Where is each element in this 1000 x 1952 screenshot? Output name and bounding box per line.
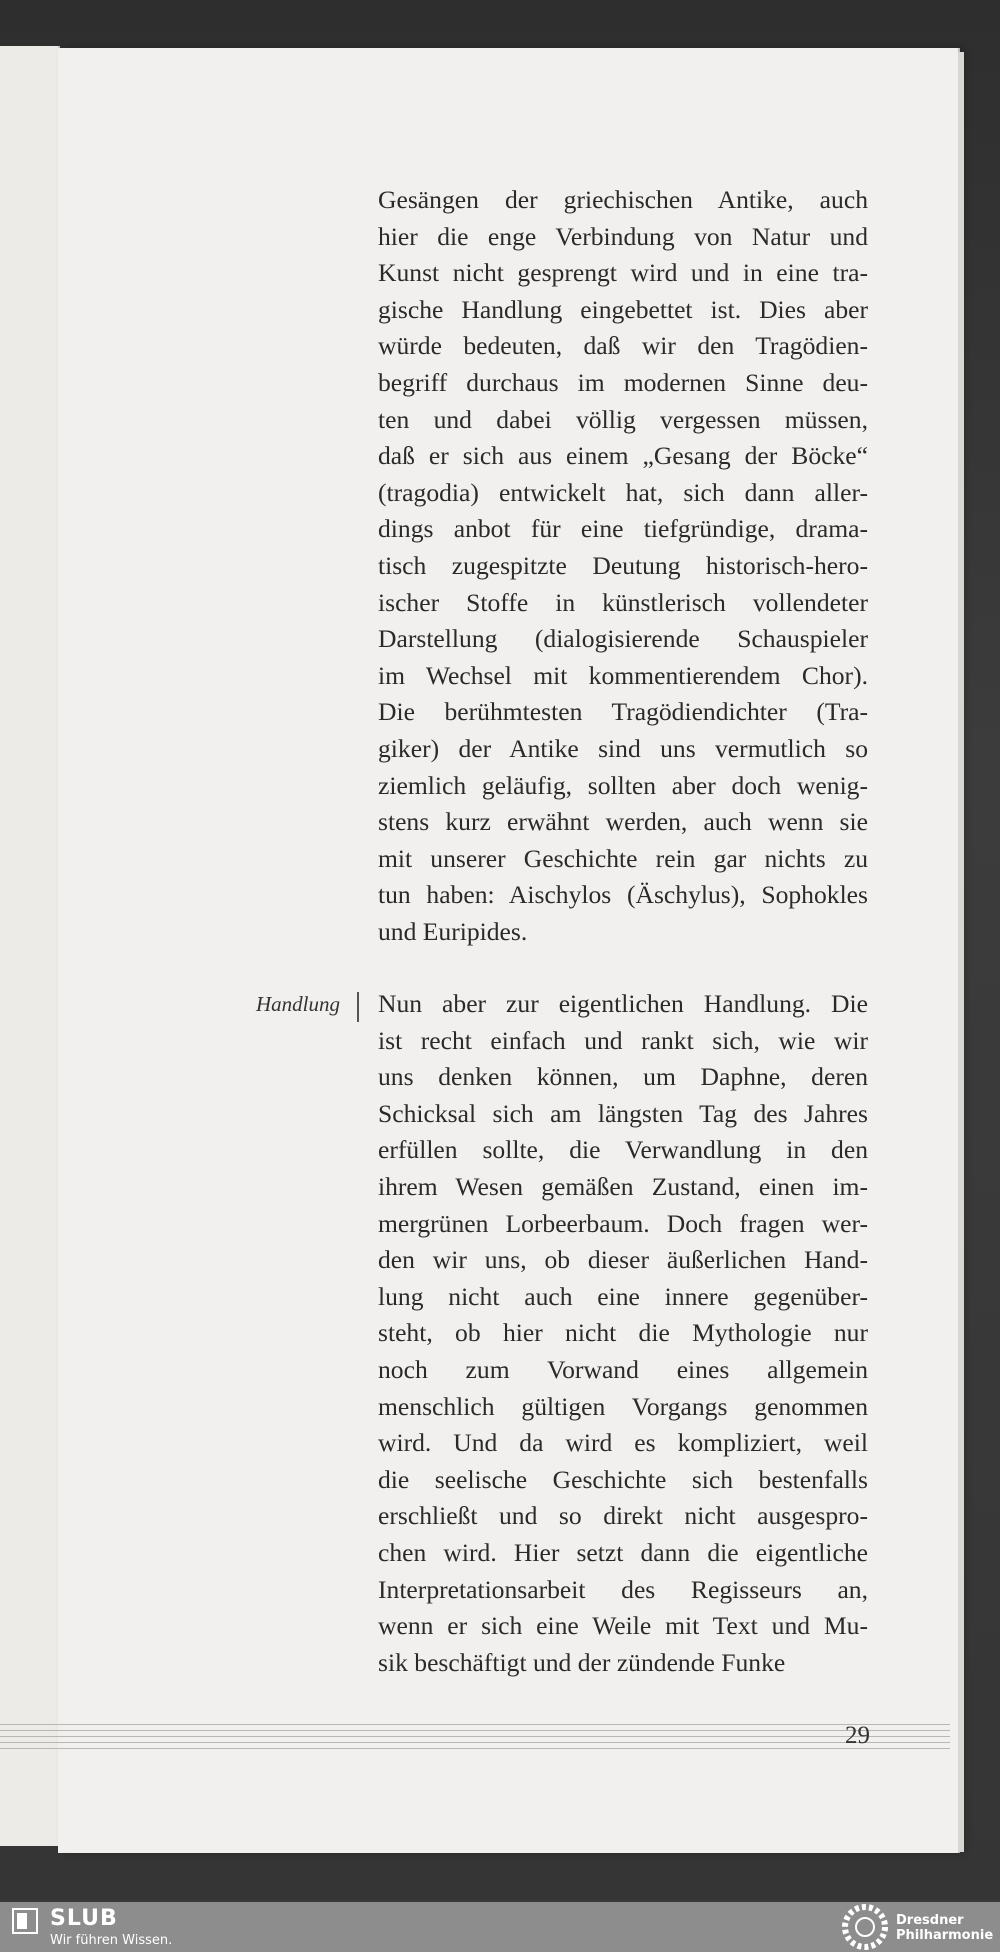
text-line: mit unserer Geschichte rein gar nichts zu [378, 843, 868, 873]
text-line: gische Handlung eingebettet ist. Dies aber [378, 294, 868, 324]
text-line: begriff durchaus im modernen Sinne deu- [378, 367, 868, 397]
text-line: hier die enge Verbindung von Natur und [378, 221, 868, 251]
page-number: 29 [845, 1722, 870, 1749]
text-line: dings anbot für eine tiefgründige, drama- [378, 514, 868, 544]
facing-page-edge [0, 46, 60, 1846]
paragraph-1 [378, 182, 868, 950]
text-line: mergrünen Lorbeerbaum. Doch fragen wer- [378, 1208, 868, 1238]
text-line: Die berühmtesten Tragödiendichter (Tra- [378, 697, 868, 727]
text-line: ischer Stoffe in künstlerisch vollendeter [378, 587, 868, 617]
text-line: Gesängen der griechischen Antike, auch [378, 185, 868, 214]
text-line: wenn er sich eine Weile mit Text und Mu- [378, 1611, 868, 1641]
music-staff-decoration [0, 1722, 950, 1762]
text-line: chen wird. Hier setzt dann die eigentliche [378, 1537, 868, 1567]
text-line: die seelische Geschichte sich bestenfalls [378, 1464, 868, 1494]
text-line: erfüllen sollte, die Verwandlung in den [378, 1135, 868, 1165]
text-line: wird. Und da wird es kompliziert, weil [378, 1428, 868, 1458]
partner-name-line2: Philharmonie [896, 1928, 994, 1943]
text-line: Schicksal sich am längsten Tag des Jahres [378, 1098, 868, 1128]
text-line: würde bedeuten, daß wir den Tragödien- [378, 331, 868, 361]
slub-logo-icon [12, 1908, 38, 1934]
text-line: und Euripides. [378, 916, 528, 946]
text-line: uns denken können, um Daphne, deren [378, 1062, 868, 1092]
paragraph-2 [378, 986, 868, 1681]
text-line: den wir uns, ob dieser äußerlichen Hand- [378, 1245, 868, 1275]
partner-name-line1: Dresdner [896, 1913, 964, 1928]
footer-bar [0, 1902, 1000, 1952]
text-line: im Wechsel mit kommentierendem Chor). [378, 660, 868, 690]
text-line: tisch zugespitzte Deutung historisch-hero- [378, 550, 868, 580]
text-line: Darstellung (dialogisierende Schauspieler [378, 624, 868, 654]
text-line: sik beschäftigt und der zündende Funke [378, 1647, 786, 1677]
text-line: Nun aber zur eigentlichen Handlung. Die [378, 989, 868, 1018]
library-name: SLUB [50, 1906, 118, 1931]
text-line: menschlich gültigen Vorgangs genommen [378, 1391, 868, 1421]
text-line: steht, ob hier nicht die Mythologie nur [378, 1318, 868, 1348]
library-tagline: Wir führen Wissen. [50, 1933, 173, 1948]
text-line: ist recht einfach und rankt sich, wie wir [378, 1025, 868, 1055]
text-line: erschließt und so direkt nicht ausgespro- [378, 1501, 868, 1531]
text-line: ten und dabei völlig vergessen müssen, [378, 404, 868, 434]
text-line: lung nicht auch eine innere gegenüber- [378, 1281, 868, 1311]
philharmonie-logo-icon [840, 1904, 890, 1950]
margin-note: Handlung [256, 992, 340, 1016]
page-edge [958, 52, 964, 1852]
partner-name [896, 1913, 993, 1943]
text-line: giker) der Antike sind uns vermutlich so [378, 733, 868, 763]
text-line: tun haben: Aischylos (Äschylus), Sophokles [378, 880, 868, 910]
text-line: noch zum Vorwand eines allgemein [378, 1354, 868, 1384]
text-line: daß er sich aus einem „Gesang der Böcke“ [378, 441, 868, 471]
text-line: ziemlich geläufig, sollten aber doch wenig- [378, 770, 868, 800]
text-line: Kunst nicht gesprengt wird und in eine tra- [378, 258, 868, 288]
text-line: Interpretationsarbeit des Regisseurs an, [378, 1574, 868, 1604]
text-line: (tragodia) entwickelt hat, sich dann aller- [378, 477, 868, 507]
text-line: stens kurz erwähnt werden, auch wenn sie [378, 807, 868, 837]
text-line: ihrem Wesen gemäßen Zustand, einen im- [378, 1171, 868, 1201]
margin-rule [357, 992, 359, 1022]
